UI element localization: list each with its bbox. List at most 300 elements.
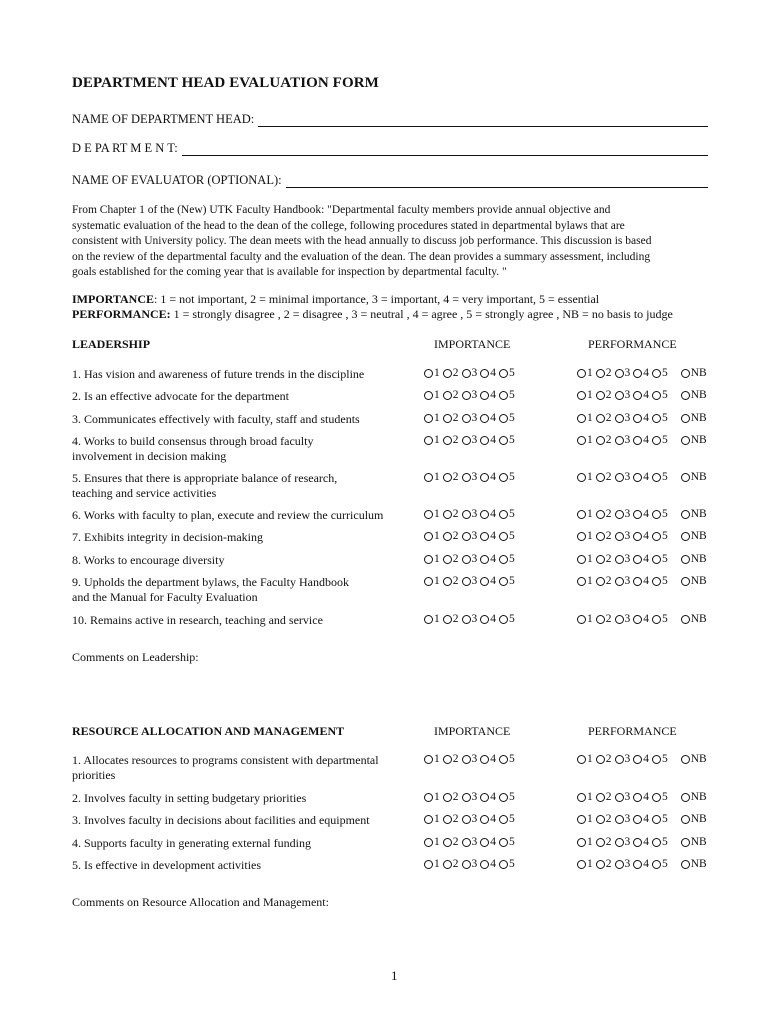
radio-circle-icon[interactable] (615, 815, 624, 824)
leadership-importance-radio-2[interactable] (443, 508, 459, 520)
leadership-importance-radio-3[interactable] (462, 508, 478, 520)
radio-circle-icon[interactable] (615, 838, 624, 847)
leadership-performance-radio-4[interactable] (633, 389, 649, 401)
radio-circle-icon[interactable] (615, 436, 624, 445)
radio-circle-icon[interactable] (462, 369, 471, 378)
leadership-importance-radio-4[interactable] (480, 367, 496, 379)
leadership-performance-rating-group[interactable] (577, 508, 707, 520)
radio-circle-icon[interactable] (462, 510, 471, 519)
radio-circle-icon[interactable] (681, 815, 690, 824)
leadership-performance-radio-2[interactable] (596, 412, 612, 424)
radio-circle-icon[interactable] (443, 838, 452, 847)
leadership-importance-radio-3[interactable] (462, 613, 478, 625)
radio-circle-icon[interactable] (615, 532, 624, 541)
leadership-performance-radio-3[interactable] (615, 530, 631, 542)
radio-circle-icon[interactable] (424, 793, 433, 802)
radio-circle-icon[interactable] (480, 510, 489, 519)
radio-circle-icon[interactable] (424, 473, 433, 482)
radio-circle-icon[interactable] (480, 555, 489, 564)
leadership-performance-radio-3[interactable] (615, 613, 631, 625)
radio-circle-icon[interactable] (652, 793, 661, 802)
leadership-performance-radio-5[interactable] (652, 508, 668, 520)
radio-circle-icon[interactable] (577, 860, 586, 869)
leadership-performance-radio-4[interactable] (633, 412, 649, 424)
leadership-performance-rating-group[interactable] (577, 389, 707, 401)
resources-performance-radio-nb[interactable] (681, 836, 707, 848)
leadership-importance-radio-1[interactable] (424, 434, 440, 446)
leadership-importance-rating-group[interactable] (424, 471, 518, 483)
leadership-importance-rating-group[interactable] (424, 389, 518, 401)
radio-circle-icon[interactable] (499, 838, 508, 847)
radio-circle-icon[interactable] (443, 615, 452, 624)
leadership-importance-rating-group[interactable] (424, 530, 518, 542)
radio-circle-icon[interactable] (615, 555, 624, 564)
radio-circle-icon[interactable] (615, 414, 624, 423)
radio-circle-icon[interactable] (577, 436, 586, 445)
radio-circle-icon[interactable] (424, 414, 433, 423)
leadership-performance-radio-5[interactable] (652, 471, 668, 483)
leadership-importance-radio-5[interactable] (499, 367, 515, 379)
resources-performance-radio-nb[interactable] (681, 791, 707, 803)
radio-circle-icon[interactable] (615, 860, 624, 869)
leadership-performance-radio-1[interactable] (577, 412, 593, 424)
leadership-performance-radio-nb[interactable] (681, 367, 707, 379)
radio-circle-icon[interactable] (681, 473, 690, 482)
radio-circle-icon[interactable] (462, 555, 471, 564)
radio-circle-icon[interactable] (652, 436, 661, 445)
radio-circle-icon[interactable] (633, 510, 642, 519)
department-head-name-field[interactable] (72, 112, 708, 127)
radio-circle-icon[interactable] (596, 615, 605, 624)
leadership-performance-radio-1[interactable] (577, 575, 593, 587)
resources-importance-radio-1[interactable] (424, 791, 440, 803)
leadership-performance-radio-nb[interactable] (681, 412, 707, 424)
leadership-importance-radio-3[interactable] (462, 367, 478, 379)
resources-performance-radio-2[interactable] (596, 753, 612, 765)
leadership-performance-radio-3[interactable] (615, 575, 631, 587)
radio-circle-icon[interactable] (424, 555, 433, 564)
leadership-importance-radio-5[interactable] (499, 613, 515, 625)
radio-circle-icon[interactable] (596, 391, 605, 400)
leadership-importance-radio-4[interactable] (480, 613, 496, 625)
leadership-importance-radio-5[interactable] (499, 508, 515, 520)
radio-circle-icon[interactable] (424, 369, 433, 378)
leadership-importance-radio-2[interactable] (443, 471, 459, 483)
resources-performance-radio-4[interactable] (633, 836, 649, 848)
resources-importance-radio-3[interactable] (462, 836, 478, 848)
radio-circle-icon[interactable] (652, 615, 661, 624)
leadership-performance-radio-1[interactable] (577, 508, 593, 520)
leadership-importance-radio-4[interactable] (480, 434, 496, 446)
resources-performance-radio-5[interactable] (652, 858, 668, 870)
leadership-importance-rating-group[interactable] (424, 553, 518, 565)
leadership-performance-radio-nb[interactable] (681, 530, 707, 542)
leadership-importance-radio-4[interactable] (480, 471, 496, 483)
resources-performance-radio-2[interactable] (596, 791, 612, 803)
leadership-performance-radio-2[interactable] (596, 530, 612, 542)
leadership-performance-radio-5[interactable] (652, 434, 668, 446)
radio-circle-icon[interactable] (615, 391, 624, 400)
radio-circle-icon[interactable] (462, 755, 471, 764)
leadership-importance-radio-4[interactable] (480, 530, 496, 542)
resources-importance-radio-3[interactable] (462, 791, 478, 803)
leadership-importance-radio-2[interactable] (443, 367, 459, 379)
radio-circle-icon[interactable] (633, 391, 642, 400)
radio-circle-icon[interactable] (633, 615, 642, 624)
radio-circle-icon[interactable] (443, 815, 452, 824)
radio-circle-icon[interactable] (577, 793, 586, 802)
leadership-performance-radio-4[interactable] (633, 508, 649, 520)
radio-circle-icon[interactable] (462, 577, 471, 586)
radio-circle-icon[interactable] (652, 860, 661, 869)
radio-circle-icon[interactable] (615, 755, 624, 764)
radio-circle-icon[interactable] (499, 860, 508, 869)
radio-circle-icon[interactable] (499, 510, 508, 519)
leadership-performance-rating-group[interactable] (577, 530, 707, 542)
leadership-importance-radio-1[interactable] (424, 389, 440, 401)
resources-importance-rating-group[interactable] (424, 836, 518, 848)
radio-circle-icon[interactable] (577, 615, 586, 624)
resources-performance-radio-4[interactable] (633, 813, 649, 825)
radio-circle-icon[interactable] (596, 532, 605, 541)
leadership-importance-radio-1[interactable] (424, 553, 440, 565)
resources-importance-radio-4[interactable] (480, 813, 496, 825)
resources-importance-rating-group[interactable] (424, 753, 518, 765)
radio-circle-icon[interactable] (652, 369, 661, 378)
leadership-performance-rating-group[interactable] (577, 553, 707, 565)
radio-circle-icon[interactable] (577, 838, 586, 847)
resources-importance-rating-group[interactable] (424, 858, 518, 870)
leadership-importance-radio-5[interactable] (499, 434, 515, 446)
radio-circle-icon[interactable] (499, 793, 508, 802)
leadership-importance-rating-group[interactable] (424, 613, 518, 625)
radio-circle-icon[interactable] (577, 555, 586, 564)
resources-importance-radio-3[interactable] (462, 858, 478, 870)
resources-performance-radio-3[interactable] (615, 836, 631, 848)
radio-circle-icon[interactable] (596, 577, 605, 586)
leadership-importance-rating-group[interactable] (424, 508, 518, 520)
leadership-importance-radio-5[interactable] (499, 389, 515, 401)
radio-circle-icon[interactable] (577, 391, 586, 400)
radio-circle-icon[interactable] (681, 414, 690, 423)
radio-circle-icon[interactable] (615, 615, 624, 624)
leadership-performance-radio-4[interactable] (633, 613, 649, 625)
resources-performance-radio-nb[interactable] (681, 753, 707, 765)
radio-circle-icon[interactable] (615, 577, 624, 586)
radio-circle-icon[interactable] (615, 510, 624, 519)
radio-circle-icon[interactable] (424, 860, 433, 869)
radio-circle-icon[interactable] (480, 391, 489, 400)
leadership-importance-radio-4[interactable] (480, 575, 496, 587)
leadership-performance-radio-3[interactable] (615, 508, 631, 520)
radio-circle-icon[interactable] (681, 369, 690, 378)
radio-circle-icon[interactable] (462, 436, 471, 445)
leadership-importance-radio-4[interactable] (480, 412, 496, 424)
leadership-importance-rating-group[interactable] (424, 412, 518, 424)
radio-circle-icon[interactable] (424, 838, 433, 847)
radio-circle-icon[interactable] (633, 577, 642, 586)
radio-circle-icon[interactable] (424, 391, 433, 400)
leadership-performance-rating-group[interactable] (577, 613, 707, 625)
leadership-importance-radio-4[interactable] (480, 553, 496, 565)
radio-circle-icon[interactable] (652, 755, 661, 764)
radio-circle-icon[interactable] (633, 436, 642, 445)
resources-importance-radio-1[interactable] (424, 753, 440, 765)
evaluator-name-line[interactable] (286, 175, 708, 188)
radio-circle-icon[interactable] (480, 473, 489, 482)
radio-circle-icon[interactable] (424, 815, 433, 824)
leadership-importance-rating-group[interactable] (424, 575, 518, 587)
leadership-performance-radio-5[interactable] (652, 389, 668, 401)
radio-circle-icon[interactable] (577, 577, 586, 586)
leadership-importance-radio-2[interactable] (443, 412, 459, 424)
radio-circle-icon[interactable] (424, 532, 433, 541)
leadership-performance-radio-3[interactable] (615, 367, 631, 379)
radio-circle-icon[interactable] (462, 473, 471, 482)
leadership-importance-radio-5[interactable] (499, 530, 515, 542)
resources-performance-radio-1[interactable] (577, 836, 593, 848)
leadership-performance-radio-nb[interactable] (681, 434, 707, 446)
resources-importance-radio-2[interactable] (443, 836, 459, 848)
leadership-performance-radio-1[interactable] (577, 434, 593, 446)
resources-performance-radio-1[interactable] (577, 813, 593, 825)
leadership-importance-radio-3[interactable] (462, 471, 478, 483)
radio-circle-icon[interactable] (499, 369, 508, 378)
resources-importance-radio-3[interactable] (462, 753, 478, 765)
radio-circle-icon[interactable] (615, 369, 624, 378)
radio-circle-icon[interactable] (462, 615, 471, 624)
radio-circle-icon[interactable] (480, 532, 489, 541)
radio-circle-icon[interactable] (480, 815, 489, 824)
radio-circle-icon[interactable] (462, 391, 471, 400)
resources-performance-rating-group[interactable] (577, 753, 707, 765)
resources-importance-radio-3[interactable] (462, 813, 478, 825)
resources-performance-radio-3[interactable] (615, 753, 631, 765)
leadership-importance-radio-1[interactable] (424, 575, 440, 587)
radio-circle-icon[interactable] (652, 414, 661, 423)
radio-circle-icon[interactable] (652, 555, 661, 564)
leadership-performance-radio-2[interactable] (596, 575, 612, 587)
resources-importance-rating-group[interactable] (424, 791, 518, 803)
radio-circle-icon[interactable] (681, 391, 690, 400)
radio-circle-icon[interactable] (443, 510, 452, 519)
radio-circle-icon[interactable] (499, 391, 508, 400)
radio-circle-icon[interactable] (443, 755, 452, 764)
leadership-importance-radio-4[interactable] (480, 508, 496, 520)
radio-circle-icon[interactable] (499, 755, 508, 764)
leadership-performance-radio-2[interactable] (596, 613, 612, 625)
radio-circle-icon[interactable] (443, 577, 452, 586)
resources-performance-rating-group[interactable] (577, 836, 707, 848)
resources-performance-radio-5[interactable] (652, 813, 668, 825)
resources-performance-radio-4[interactable] (633, 858, 649, 870)
resources-importance-radio-5[interactable] (499, 813, 515, 825)
leadership-performance-rating-group[interactable] (577, 367, 707, 379)
radio-circle-icon[interactable] (596, 555, 605, 564)
radio-circle-icon[interactable] (596, 838, 605, 847)
leadership-performance-radio-4[interactable] (633, 434, 649, 446)
resources-performance-radio-1[interactable] (577, 791, 593, 803)
leadership-importance-radio-3[interactable] (462, 389, 478, 401)
radio-circle-icon[interactable] (596, 815, 605, 824)
leadership-performance-radio-4[interactable] (633, 553, 649, 565)
radio-circle-icon[interactable] (443, 532, 452, 541)
resources-performance-radio-nb[interactable] (681, 858, 707, 870)
leadership-performance-radio-5[interactable] (652, 367, 668, 379)
radio-circle-icon[interactable] (480, 577, 489, 586)
leadership-performance-radio-1[interactable] (577, 471, 593, 483)
resources-performance-radio-2[interactable] (596, 858, 612, 870)
leadership-performance-radio-5[interactable] (652, 530, 668, 542)
radio-circle-icon[interactable] (443, 391, 452, 400)
leadership-performance-radio-3[interactable] (615, 389, 631, 401)
radio-circle-icon[interactable] (480, 369, 489, 378)
leadership-performance-radio-nb[interactable] (681, 613, 707, 625)
leadership-performance-radio-4[interactable] (633, 575, 649, 587)
radio-circle-icon[interactable] (480, 793, 489, 802)
leadership-performance-rating-group[interactable] (577, 434, 707, 446)
radio-circle-icon[interactable] (596, 793, 605, 802)
department-field[interactable] (72, 141, 708, 156)
radio-circle-icon[interactable] (681, 615, 690, 624)
radio-circle-icon[interactable] (633, 532, 642, 541)
resources-performance-radio-3[interactable] (615, 791, 631, 803)
radio-circle-icon[interactable] (480, 860, 489, 869)
resources-performance-radio-3[interactable] (615, 858, 631, 870)
radio-circle-icon[interactable] (462, 532, 471, 541)
radio-circle-icon[interactable] (443, 473, 452, 482)
radio-circle-icon[interactable] (480, 755, 489, 764)
resources-importance-radio-2[interactable] (443, 858, 459, 870)
leadership-performance-radio-2[interactable] (596, 389, 612, 401)
leadership-importance-radio-5[interactable] (499, 412, 515, 424)
leadership-performance-radio-4[interactable] (633, 471, 649, 483)
resources-performance-radio-nb[interactable] (681, 813, 707, 825)
radio-circle-icon[interactable] (681, 838, 690, 847)
leadership-importance-rating-group[interactable] (424, 434, 518, 446)
radio-circle-icon[interactable] (681, 860, 690, 869)
leadership-performance-radio-nb[interactable] (681, 575, 707, 587)
leadership-performance-radio-5[interactable] (652, 613, 668, 625)
radio-circle-icon[interactable] (633, 755, 642, 764)
radio-circle-icon[interactable] (652, 532, 661, 541)
leadership-importance-rating-group[interactable] (424, 367, 518, 379)
resources-importance-radio-5[interactable] (499, 836, 515, 848)
leadership-performance-radio-2[interactable] (596, 508, 612, 520)
resources-importance-radio-5[interactable] (499, 858, 515, 870)
leadership-performance-radio-1[interactable] (577, 389, 593, 401)
leadership-performance-radio-nb[interactable] (681, 508, 707, 520)
radio-circle-icon[interactable] (424, 755, 433, 764)
radio-circle-icon[interactable] (633, 555, 642, 564)
radio-circle-icon[interactable] (596, 436, 605, 445)
leadership-importance-radio-1[interactable] (424, 412, 440, 424)
radio-circle-icon[interactable] (633, 815, 642, 824)
resources-importance-radio-1[interactable] (424, 858, 440, 870)
resources-importance-radio-2[interactable] (443, 813, 459, 825)
leadership-importance-radio-1[interactable] (424, 613, 440, 625)
radio-circle-icon[interactable] (462, 815, 471, 824)
radio-circle-icon[interactable] (633, 860, 642, 869)
radio-circle-icon[interactable] (596, 860, 605, 869)
radio-circle-icon[interactable] (443, 414, 452, 423)
leadership-performance-radio-1[interactable] (577, 367, 593, 379)
radio-circle-icon[interactable] (681, 510, 690, 519)
leadership-importance-radio-5[interactable] (499, 575, 515, 587)
radio-circle-icon[interactable] (577, 815, 586, 824)
leadership-importance-radio-3[interactable] (462, 553, 478, 565)
leadership-importance-radio-2[interactable] (443, 575, 459, 587)
radio-circle-icon[interactable] (652, 815, 661, 824)
resources-importance-rating-group[interactable] (424, 813, 518, 825)
leadership-importance-radio-1[interactable] (424, 471, 440, 483)
radio-circle-icon[interactable] (577, 414, 586, 423)
leadership-performance-radio-1[interactable] (577, 613, 593, 625)
radio-circle-icon[interactable] (480, 838, 489, 847)
radio-circle-icon[interactable] (443, 555, 452, 564)
leadership-importance-radio-3[interactable] (462, 530, 478, 542)
leadership-performance-radio-1[interactable] (577, 553, 593, 565)
radio-circle-icon[interactable] (615, 473, 624, 482)
resources-performance-radio-1[interactable] (577, 753, 593, 765)
leadership-importance-radio-1[interactable] (424, 508, 440, 520)
radio-circle-icon[interactable] (681, 555, 690, 564)
leadership-performance-radio-4[interactable] (633, 367, 649, 379)
resources-performance-radio-5[interactable] (652, 836, 668, 848)
radio-circle-icon[interactable] (443, 369, 452, 378)
department-line[interactable] (182, 143, 708, 156)
radio-circle-icon[interactable] (424, 510, 433, 519)
radio-circle-icon[interactable] (633, 414, 642, 423)
leadership-performance-radio-2[interactable] (596, 553, 612, 565)
resources-importance-radio-2[interactable] (443, 753, 459, 765)
radio-circle-icon[interactable] (633, 473, 642, 482)
leadership-performance-radio-3[interactable] (615, 434, 631, 446)
leadership-performance-radio-4[interactable] (633, 530, 649, 542)
radio-circle-icon[interactable] (462, 414, 471, 423)
radio-circle-icon[interactable] (462, 860, 471, 869)
resources-importance-radio-4[interactable] (480, 836, 496, 848)
resources-performance-radio-2[interactable] (596, 813, 612, 825)
resources-performance-rating-group[interactable] (577, 858, 707, 870)
leadership-importance-radio-2[interactable] (443, 613, 459, 625)
resources-performance-radio-4[interactable] (633, 753, 649, 765)
leadership-importance-radio-4[interactable] (480, 389, 496, 401)
leadership-performance-radio-nb[interactable] (681, 389, 707, 401)
leadership-performance-radio-nb[interactable] (681, 553, 707, 565)
radio-circle-icon[interactable] (633, 838, 642, 847)
resources-performance-radio-5[interactable] (652, 753, 668, 765)
radio-circle-icon[interactable] (577, 369, 586, 378)
radio-circle-icon[interactable] (499, 815, 508, 824)
radio-circle-icon[interactable] (596, 510, 605, 519)
leadership-performance-rating-group[interactable] (577, 471, 707, 483)
resources-performance-rating-group[interactable] (577, 813, 707, 825)
resources-performance-radio-2[interactable] (596, 836, 612, 848)
leadership-performance-radio-5[interactable] (652, 575, 668, 587)
radio-circle-icon[interactable] (681, 755, 690, 764)
leadership-importance-radio-5[interactable] (499, 553, 515, 565)
radio-circle-icon[interactable] (681, 793, 690, 802)
resources-importance-radio-4[interactable] (480, 791, 496, 803)
leadership-performance-radio-2[interactable] (596, 434, 612, 446)
resources-performance-radio-3[interactable] (615, 813, 631, 825)
radio-circle-icon[interactable] (652, 577, 661, 586)
radio-circle-icon[interactable] (499, 532, 508, 541)
radio-circle-icon[interactable] (633, 369, 642, 378)
radio-circle-icon[interactable] (681, 532, 690, 541)
radio-circle-icon[interactable] (652, 510, 661, 519)
